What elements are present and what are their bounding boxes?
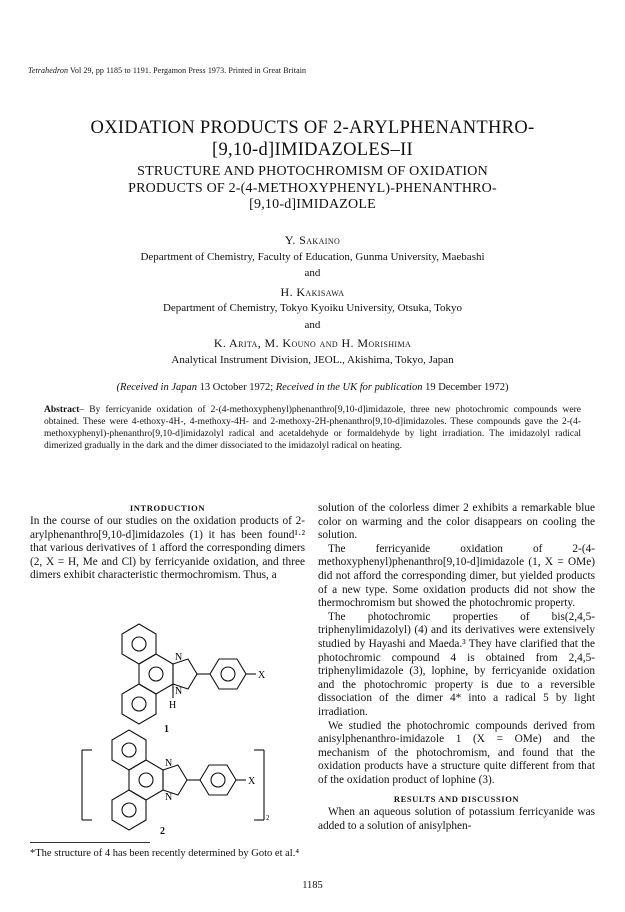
author-3: K. Arita, M. Kouno and H. Morishima — [213, 336, 412, 350]
author-3-affiliation: Analytical Instrument Division, JEOL., Akishima, Tokyo, Japan — [171, 353, 454, 366]
author-1-affiliation: Department of Chemistry, Faculty of Education, Gunma University, Maebashi — [140, 250, 485, 263]
author-separator-1: and — [304, 267, 321, 279]
subtitle-line-1: STRUCTURE AND PHOTOCHROMISM OF OXIDATION — [137, 164, 488, 179]
imidazole-ring-1 — [173, 659, 197, 689]
abstract-text: – By ferricyanide oxidation of 2-(4-methoxyphenyl)phenanthro[9,10-d]imidazole, three new photochromic compounds were obtained. These were 4-ethoxy-4H-, 4-methoxy-4H- and 2-methoxy-2H-phenanthro[9,10-d]imidazoles. These compounds gave the 2-(4-methoxyphenyl)-phenanthro[9,10-d]imidazolyl radical and acetaldehyde or formaldehyde by light irradiation. The imidazolyl radical dimerized gradually in the dark and the dimer dissociated to the imidazolyl radical on heating. — [44, 405, 581, 451]
received-japan-date: 13 October 1972; — [199, 382, 274, 393]
right-column — [318, 502, 595, 834]
atom-x-2: X — [248, 776, 256, 787]
atom-n-top-1: N — [175, 652, 183, 663]
received-uk-label: Received in the UK for publication — [275, 382, 423, 393]
imidazole-ring-2 — [163, 765, 187, 795]
right-paragraph-3: The photochromic properties of bis(2,4,5-triphenylimidazolyl) (4) and its derivatives were extensively studied by Hayashi and Maeda.³ They have clarified that the photochromic compound 4 is obtained from 2,4,5-triphenylimidazole (3), lophine, by ferricyanide oxidation and the photochromic property is due to a reversible dissociation of the dimer 4* into a radical 5 by light irradiation. — [318, 610, 595, 718]
received-uk-date: 19 December 1972) — [425, 382, 509, 393]
paper-title — [0, 117, 625, 161]
compound-label-1: 1 — [164, 724, 169, 735]
footnote-rule — [30, 842, 150, 843]
journal-name: Tetrahedron — [28, 66, 69, 75]
right-paragraph-5: When an aqueous solution of potassium ferricyanide was added to a solution of anisylphen- — [318, 806, 595, 833]
subtitle-line-3: [9,10-d]IMIDAZOLE — [249, 197, 376, 212]
received-japan-label: (Received in Japan — [116, 382, 198, 393]
footnote: *The structure of 4 has been recently determined by Goto et al.⁴ — [30, 848, 299, 859]
aryl-ring-2 — [200, 765, 236, 795]
intro-paragraph: In the course of our studies on the oxidation products of 2-arylphenanthro[9,10-d]imidazoles (1) it has been found¹·² that various derivatives of 1 afford the corresponding dimers (2, X = H, Me and Cl) by ferricyanide oxidation, and three dimers exhibit characteristic thermochromism. Thus, a — [30, 515, 305, 582]
abstract-label: Abstract — [44, 405, 80, 415]
title-line-1: OXIDATION PRODUCTS OF 2-ARYLPHENANTHRO- — [90, 118, 535, 138]
right-paragraph-1: solution of the colorless dimer 2 exhibits a remarkable blue color on warming and the color disappears on cooling the solution. — [318, 502, 595, 542]
journal-volume-info: Vol 29, pp 1185 to 1191. Pergamon Press 1973. Printed in Great Britain — [70, 66, 307, 75]
paper-subtitle — [0, 164, 625, 214]
author-block — [0, 232, 625, 368]
ring-center-1 — [139, 654, 173, 694]
section-heading-results: RESULTS AND DISCUSSION — [393, 794, 520, 805]
atom-n-bottom-2: N — [165, 792, 173, 803]
page-number: 1185 — [302, 880, 323, 891]
aryl-ring-1 — [210, 659, 246, 689]
atom-x-1: X — [258, 670, 266, 681]
right-paragraph-4: We studied the photochromic compounds derived from anisylphenanthro-imidazole 1 (X = OMe) and the mechanism of the photochromism, and found that the oxidation products have a structure quite different from that of the oxidation product of lophine (3). — [318, 719, 595, 786]
author-2-affiliation: Department of Chemistry, Tokyo Kyoiku University, Otsuka, Tokyo — [162, 302, 463, 314]
author-1: Y. Sakaino — [284, 233, 341, 247]
running-header — [28, 66, 306, 75]
author-2: H. Kakisawa — [280, 284, 345, 299]
structure-drawing — [30, 612, 305, 832]
ring-top-left-1 — [122, 624, 156, 664]
atom-n-top-2: N — [165, 758, 173, 769]
subtitle-line-2: PRODUCTS OF 2-(4-METHOXYPHENYL)-PHENANTHRO- — [128, 180, 497, 196]
chemical-structures-figure — [30, 612, 305, 832]
author-separator-2: and — [304, 318, 321, 331]
atom-n-bottom-1: N — [175, 686, 183, 697]
dimer-subscript: 2 — [266, 814, 270, 822]
ring-bottom-left-1 — [122, 684, 156, 724]
right-paragraph-2: The ferricyanide oxidation of 2-(4-methoxyphenyl)phenanthro[9,10-d]imidazole (1, X = OMe) did not afford the corresponding dimer, but yielded products of a new type. Some oxidation products did not show the thermochromism but showed the photochromic property. — [318, 542, 595, 610]
title-line-2: [9,10-d]IMIDAZOLES–II — [211, 140, 414, 160]
abstract — [44, 404, 581, 452]
ring-top-left-2 — [112, 730, 146, 770]
received-dates — [0, 382, 625, 393]
compound-label-2: 2 — [160, 826, 165, 837]
ring-bottom-left-2 — [112, 790, 146, 830]
ring-center-2 — [129, 760, 163, 800]
section-heading-introduction: INTRODUCTION — [129, 503, 206, 513]
left-column — [30, 502, 305, 583]
atom-h-1: H — [169, 700, 177, 711]
